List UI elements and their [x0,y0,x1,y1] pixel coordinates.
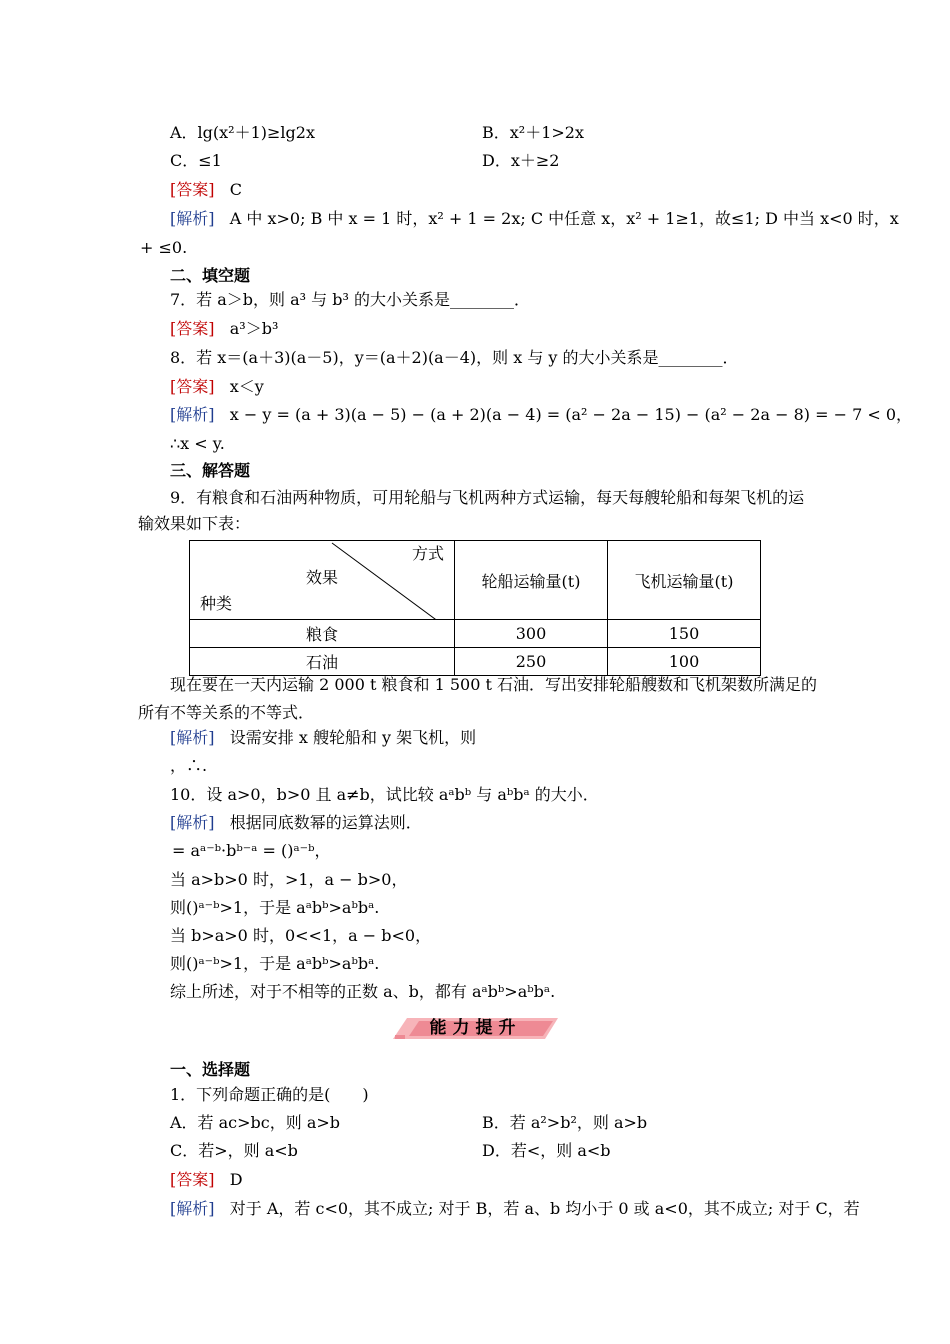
analysis-tag: [解析] [170,813,215,832]
option-c: C．≤1 [170,151,222,170]
cell-value: 150 [608,620,761,648]
option-d: D．若<，则 a<b [482,1141,611,1160]
answer-value: a³＞b³ [229,319,279,338]
analysis-text: 对于 A，若 c<0，其不成立; 对于 B，若 a、b 均小于 0 或 a<0，其不成立; 对于 C，若 [229,1199,860,1218]
answer-tag: [答案] [170,180,215,199]
row-label: 石油 [190,648,455,676]
option-c: C．若>，则 a<b [170,1141,298,1160]
question-9-line4: 所有不等关系的不等式． [138,703,315,722]
analysis-text: 根据同底数幂的运算法则． [229,813,422,832]
analysis-line: 则()ᵃ⁻ᵇ>1，于是 aᵃbᵇ>aᵇbᵃ. [170,898,380,917]
cell-value: 250 [455,648,608,676]
answer-value: C [229,180,243,199]
analysis-row-1 [170,1199,860,1219]
header-kind: 种类 [200,594,233,613]
analysis-row-8 [170,405,912,425]
header-method: 方式 [412,544,445,563]
table-row [190,648,761,676]
answer-value: D [229,1170,243,1189]
answer-row-7 [170,319,278,339]
analysis-line: 当 b>a>0 时，0<<1，a − b<0， [170,926,432,945]
answer-row-8 [170,377,264,397]
cell-value: 300 [455,620,608,648]
answer-row-1 [170,1170,243,1190]
answer-tag: [答案] [170,1170,215,1189]
column-header-ship: 轮船运输量(t) [455,541,608,620]
answer-tag: [答案] [170,377,215,396]
analysis-text: A 中 x>0; B 中 x = 1 时，x² + 1 = 2x; C 中任意 x，x² + 1≥1，故≤1; D 中当 x<0 时，x [229,209,899,228]
question-9-line2: 输效果如下表： [138,514,251,533]
answer-tag: [答案] [170,319,215,338]
analysis-row-10 [170,813,422,833]
analysis-tag: [解析] [170,1199,215,1218]
section-title-solve: 三、解答题 [170,461,251,480]
question-8: 8．若 x＝(a＋3)(a－5)，y＝(a＋2)(a－4)，则 x 与 y 的大小关系是________． [170,348,739,367]
table-corner-cell [190,541,455,620]
analysis-continuation-9: ，∴. [170,756,208,775]
option-b: B．若 a²>b²，则 a>b [482,1113,648,1132]
analysis-line: 则()ᵃ⁻ᵇ>1，于是 aᵃbᵇ>aᵇbᵃ. [170,954,380,973]
option-b: B．x²＋1>2x [482,123,584,142]
section-title-fill: 二、填空题 [170,266,251,285]
analysis-text: x − y = (a + 3)(a − 5) − (a + 2)(a − 4) = (a² − 2a − 15) − (a² − 2a − 8) = − 7 < 0， [229,405,913,424]
transport-table [189,540,761,676]
question-1: 1．下列命题正确的是( ) [170,1085,369,1104]
answer-row [170,180,242,200]
header-effect: 效果 [306,568,339,587]
analysis-text: 设需安排 x 艘轮船和 y 架飞机，则 [229,728,477,747]
cell-value: 100 [608,648,761,676]
analysis-tag: [解析] [170,405,215,424]
question-10: 10．设 a>0，b>0 且 a≠b，试比较 aᵃbᵇ 与 aᵇbᵃ 的大小． [170,785,599,804]
option-d: D．x＋≥2 [482,151,560,170]
analysis-line: 当 a>b>0 时，>1，a − b>0， [170,870,408,889]
column-header-plane: 飞机运输量(t) [608,541,761,620]
section-title-choice: 一、选择题 [170,1060,251,1079]
analysis-conclusion-8: ∴x < y. [170,434,225,453]
analysis-tag: [解析] [170,728,215,747]
analysis-row [170,209,899,229]
analysis-row-9 [170,728,476,748]
question-7: 7．若 a＞b，则 a³ 与 b³ 的大小关系是________． [170,290,531,309]
analysis-continuation: + ≤0. [140,238,188,257]
answer-value: x＜y [229,377,264,396]
option-a: A．若 ac>bc，则 a>b [170,1113,341,1132]
analysis-tag: [解析] [170,209,215,228]
question-9-line1: 9．有粮食和石油两种物质，可用轮船与飞机两种方式运输，每天每艘轮船和每架飞机的运 [170,488,805,507]
question-9-line3: 现在要在一天内运输 2 000 t 粮食和 1 500 t 石油．写出安排轮船艘数和飞机架数所满足的 [170,675,817,694]
table-row [190,620,761,648]
analysis-line: 综上所述，对于不相等的正数 a、b，都有 aᵃbᵇ>aᵇbᵃ. [170,982,556,1001]
option-a: A．lg(x²＋1)≥lg2x [170,123,315,142]
analysis-line: = aᵃ⁻ᵇ·bᵇ⁻ᵃ = ()ᵃ⁻ᵇ， [172,841,331,860]
row-label: 粮食 [190,620,455,648]
section-banner: 能力提升 [429,1018,522,1038]
